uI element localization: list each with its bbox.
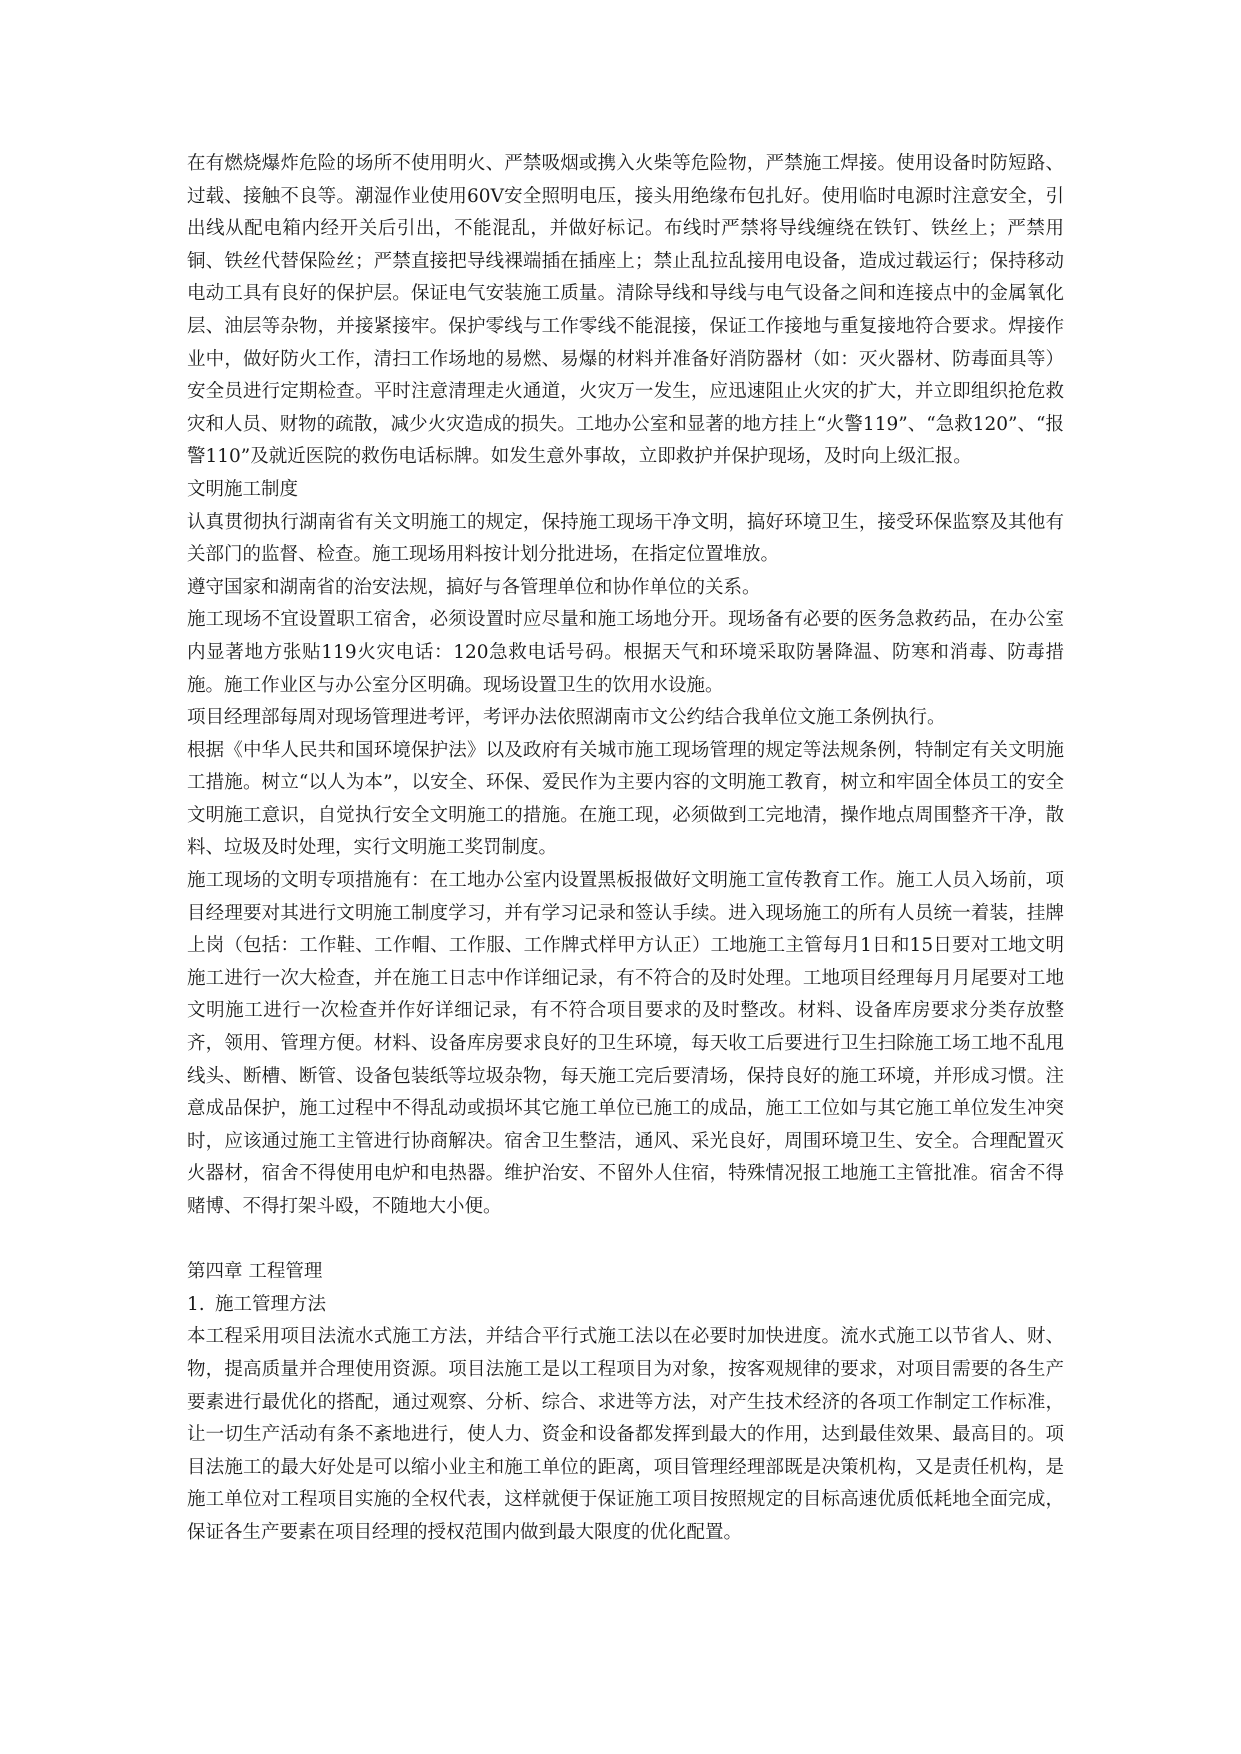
civilized-paragraph-5: 根据《中华人民共和国环境保护法》以及政府有关城市施工现场管理的规定等法规条例，特制定有关文明施工措施。树立“以人为本”，以安全、环保、爱民作为主要内容的文明施工教育，树立和牢固全体员工的安全文明施工意识，自觉执行安全文明施工的措施。在施工现，必须做到工完地清，操作地点周围整齐干净，散料、垃圾及时处理，实行文明施工奖罚制度。 <box>187 739 1064 859</box>
safety-paragraph: 在有燃烧爆炸危险的场所不使用明火、严禁吸烟或携入火柴等危险物，严禁施工焊接。使用设备时防短路、过载、接触不良等。潮湿作业使用60V安全照明电压，接头用绝缘布包扎好。使用临时电源时注意安全，引出线从配电箱内经开关后引出，不能混乱，并做好标记。布线时严禁将导线缠绕在铁钉、铁丝上；严禁用铜、铁丝代替保险丝；严禁直接把导线裸端插在插座上；禁止乱拉乱接用电设备，造成过载运行；保持移动电动工具有良好的保护层。保证电气安装施工质量。清除导线和导线与电气设备之间和连接点中的金属氧化层、油层等杂物，并接紧接牢。保护零线与工作零线不能混接，保证工作接地与重复接地符合要求。焊接作业中，做好防火工作，清扫工作场地的易燃、易爆的材料并准备好消防器材（如：灭火器材、防毒面具等）安全员进行定期检查。平时注意清理走火通道，火灾万一发生，应迅速阻止火灾的扩大，并立即组织抢危救灾和人员、财物的疏散，减少火灾造成的损失。工地办公室和显著的地方挂上“火警119”、“急救120”、“报警110”及就近医院的救伤电话标牌。如发生意外事故，立即救护并保护现场，及时向上级汇报。 <box>187 153 1064 468</box>
section-heading-civilized-construction: 文明施工制度 <box>187 478 299 500</box>
civilized-paragraph-6: 施工现场的文明专项措施有：在工地办公室内设置黑板报做好文明施工宣传教育工作。施工人员入场前，项目经理要对其进行文明施工制度学习，并有学习记录和签认手续。进入现场施工的所有人员统一着装，挂牌上岗（包括：工作鞋、工作帽、工作服、工作牌式样甲方认正）工地施工主管每月1日和15日要对工地文明施工进行一次大检查，并在施工日志中作详细记录，有不符合的及时处理。工地项目经理每月月尾要对工地文明施工进行一次检查并作好详细记录，有不符合项目要求的及时整改。材料、设备库房要求分类存放整齐，领用、管理方便。材料、设备库房要求良好的卫生环境，每天收工后要进行卫生扫除施工场工地不乱甩线头、断槽、断管、设备包装纸等垃圾杂物，每天施工完后要清场，保持良好的施工环境，并形成习惯。注意成品保护，施工过程中不得乱动或损坏其它施工单位已施工的成品，施工工位如与其它施工单位发生冲突时，应该通过施工主管进行协商解决。宿舍卫生整洁，通风、采光良好，周围环境卫生、安全。合理配置灭火器材，宿舍不得使用电炉和电热器。维护治安、不留外人住宿，特殊情况报工地施工主管批准。宿舍不得赌博、不得打架斗殴，不随地大小便。 <box>187 870 1064 1217</box>
chapter-heading: 第四章 工程管理 <box>187 1261 323 1283</box>
civilized-paragraph-4: 项目经理部每周对现场管理进考评，考评办法依照湖南市文公约结合我单位文施工条例执行。 <box>187 707 946 729</box>
document-page <box>187 148 1064 1550</box>
subsection-title: 施工管理方法 <box>215 1293 327 1315</box>
civilized-paragraph-2: 遵守国家和湖南省的治安法规，搞好与各管理单位和协作单位的关系。 <box>187 576 761 598</box>
management-method-paragraph: 本工程采用项目法流水式施工方法，并结合平行式施工法以在必要时加快进度。流水式施工以节省人、财、物，提高质量并合理使用资源。项目法施工是以工程项目为对象，按客观规律的要求，对项目需要的各生产要素进行最优化的搭配，通过观察、分析、综合、求进等方法，对产生技术经济的各项工作制定工作标准，让一切生产活动有条不紊地进行，使人力、资金和设备都发挥到最大的作用，达到最佳效果、最高目的。项目法施工的最大好处是可以缩小业主和施工单位的距离，项目管理经理部既是决策机构，又是责任机构，是施工单位对工程项目实施的全权代表，这样就便于保证施工项目按照规定的目标高速优质低耗地全面完成，保证各生产要素在项目经理的授权范围内做到最大限度的优化配置。 <box>187 1326 1064 1543</box>
subsection-number: 1. <box>187 1293 205 1315</box>
blank-line <box>187 1224 1064 1257</box>
subsection-heading <box>187 1289 1064 1322</box>
civilized-paragraph-3: 施工现场不宜设置职工宿舍，必须设置时应尽量和施工场地分开。现场备有必要的医务急救药品，在办公室内显著地方张贴119火灾电话：120急救电话号码。根据天气和环境采取防暑降温、防寒和消毒、防毒措施。施工作业区与办公室分区明确。现场设置卫生的饮用水设施。 <box>187 609 1064 696</box>
civilized-paragraph-1: 认真贯彻执行湖南省有关文明施工的规定，保持施工现场干净文明，搞好环境卫生，接受环保监察及其他有关部门的监督、检查。施工现场用料按计划分批进场，在指定位置堆放。 <box>187 511 1064 566</box>
